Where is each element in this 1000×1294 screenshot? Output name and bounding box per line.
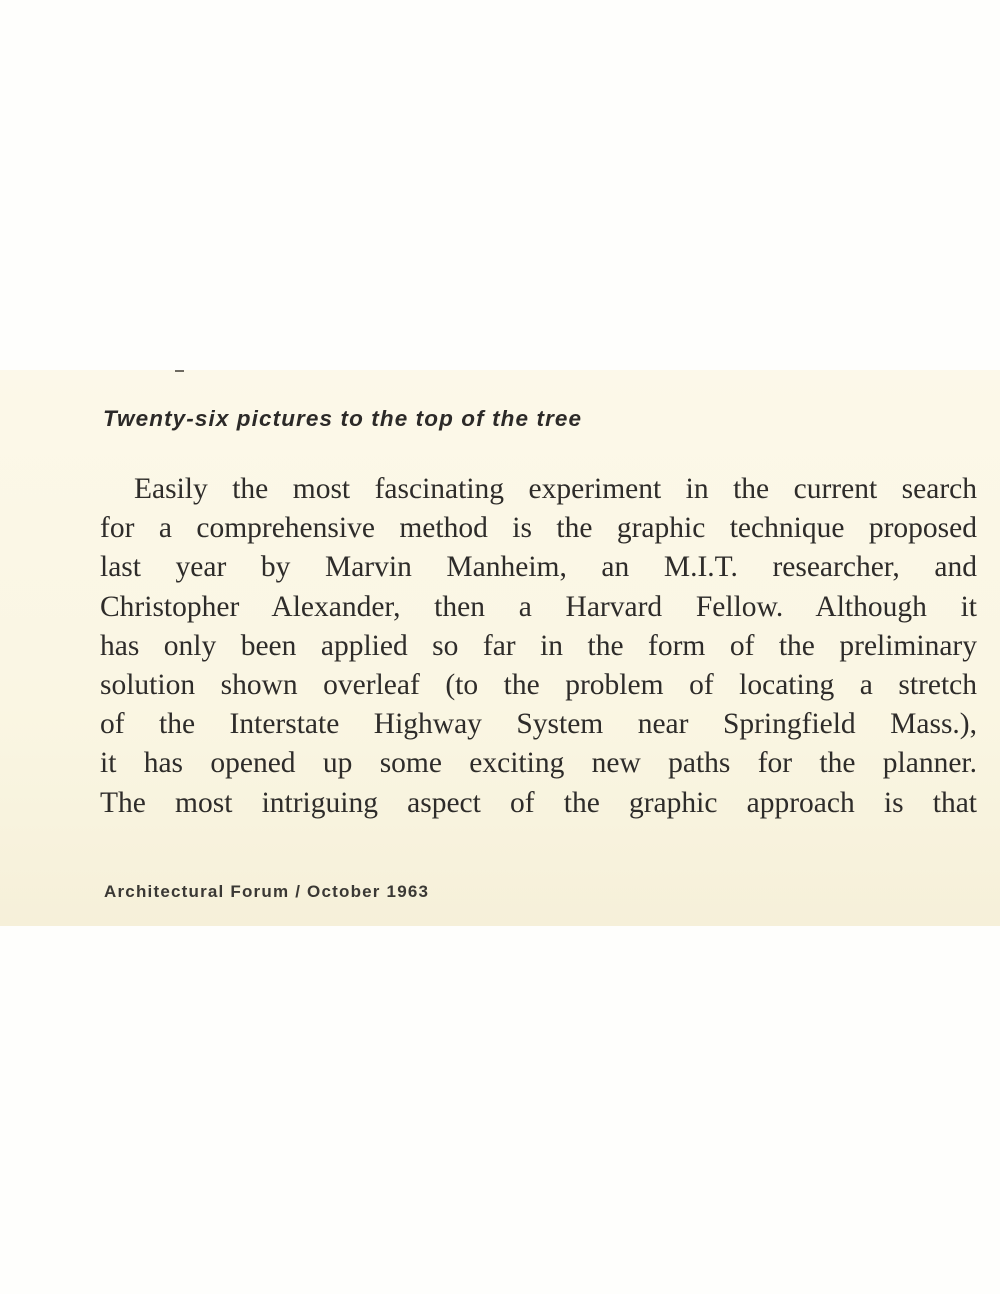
body-line: has only been applied so far in the form of the preliminary [100, 629, 977, 662]
body-line: solution shown overleaf (to the problem of locating a stretch [100, 669, 977, 702]
body-line: of the Interstate Highway System near Springfield Mass.), [100, 708, 977, 741]
print-speck [175, 370, 184, 372]
publication-footer: Architectural Forum / October 1963 [104, 882, 430, 901]
body-line: last year by Marvin Manheim, an M.I.T. researcher, and [100, 551, 977, 584]
body-line: Christopher Alexander, then a Harvard Fellow. Although it [100, 590, 977, 623]
article-body [100, 470, 977, 823]
body-line: Easily the most fascinating experiment in the current search [134, 473, 977, 505]
article-clipping [0, 370, 1000, 926]
article-heading: Twenty-six pictures to the top of the tree [103, 406, 583, 431]
body-line: for a comprehensive method is the graphic technique proposed [100, 512, 977, 545]
body-line: The most intriguing aspect of the graphic approach is that [100, 786, 977, 819]
body-line: it has opened up some exciting new paths for the planner. [100, 747, 977, 780]
